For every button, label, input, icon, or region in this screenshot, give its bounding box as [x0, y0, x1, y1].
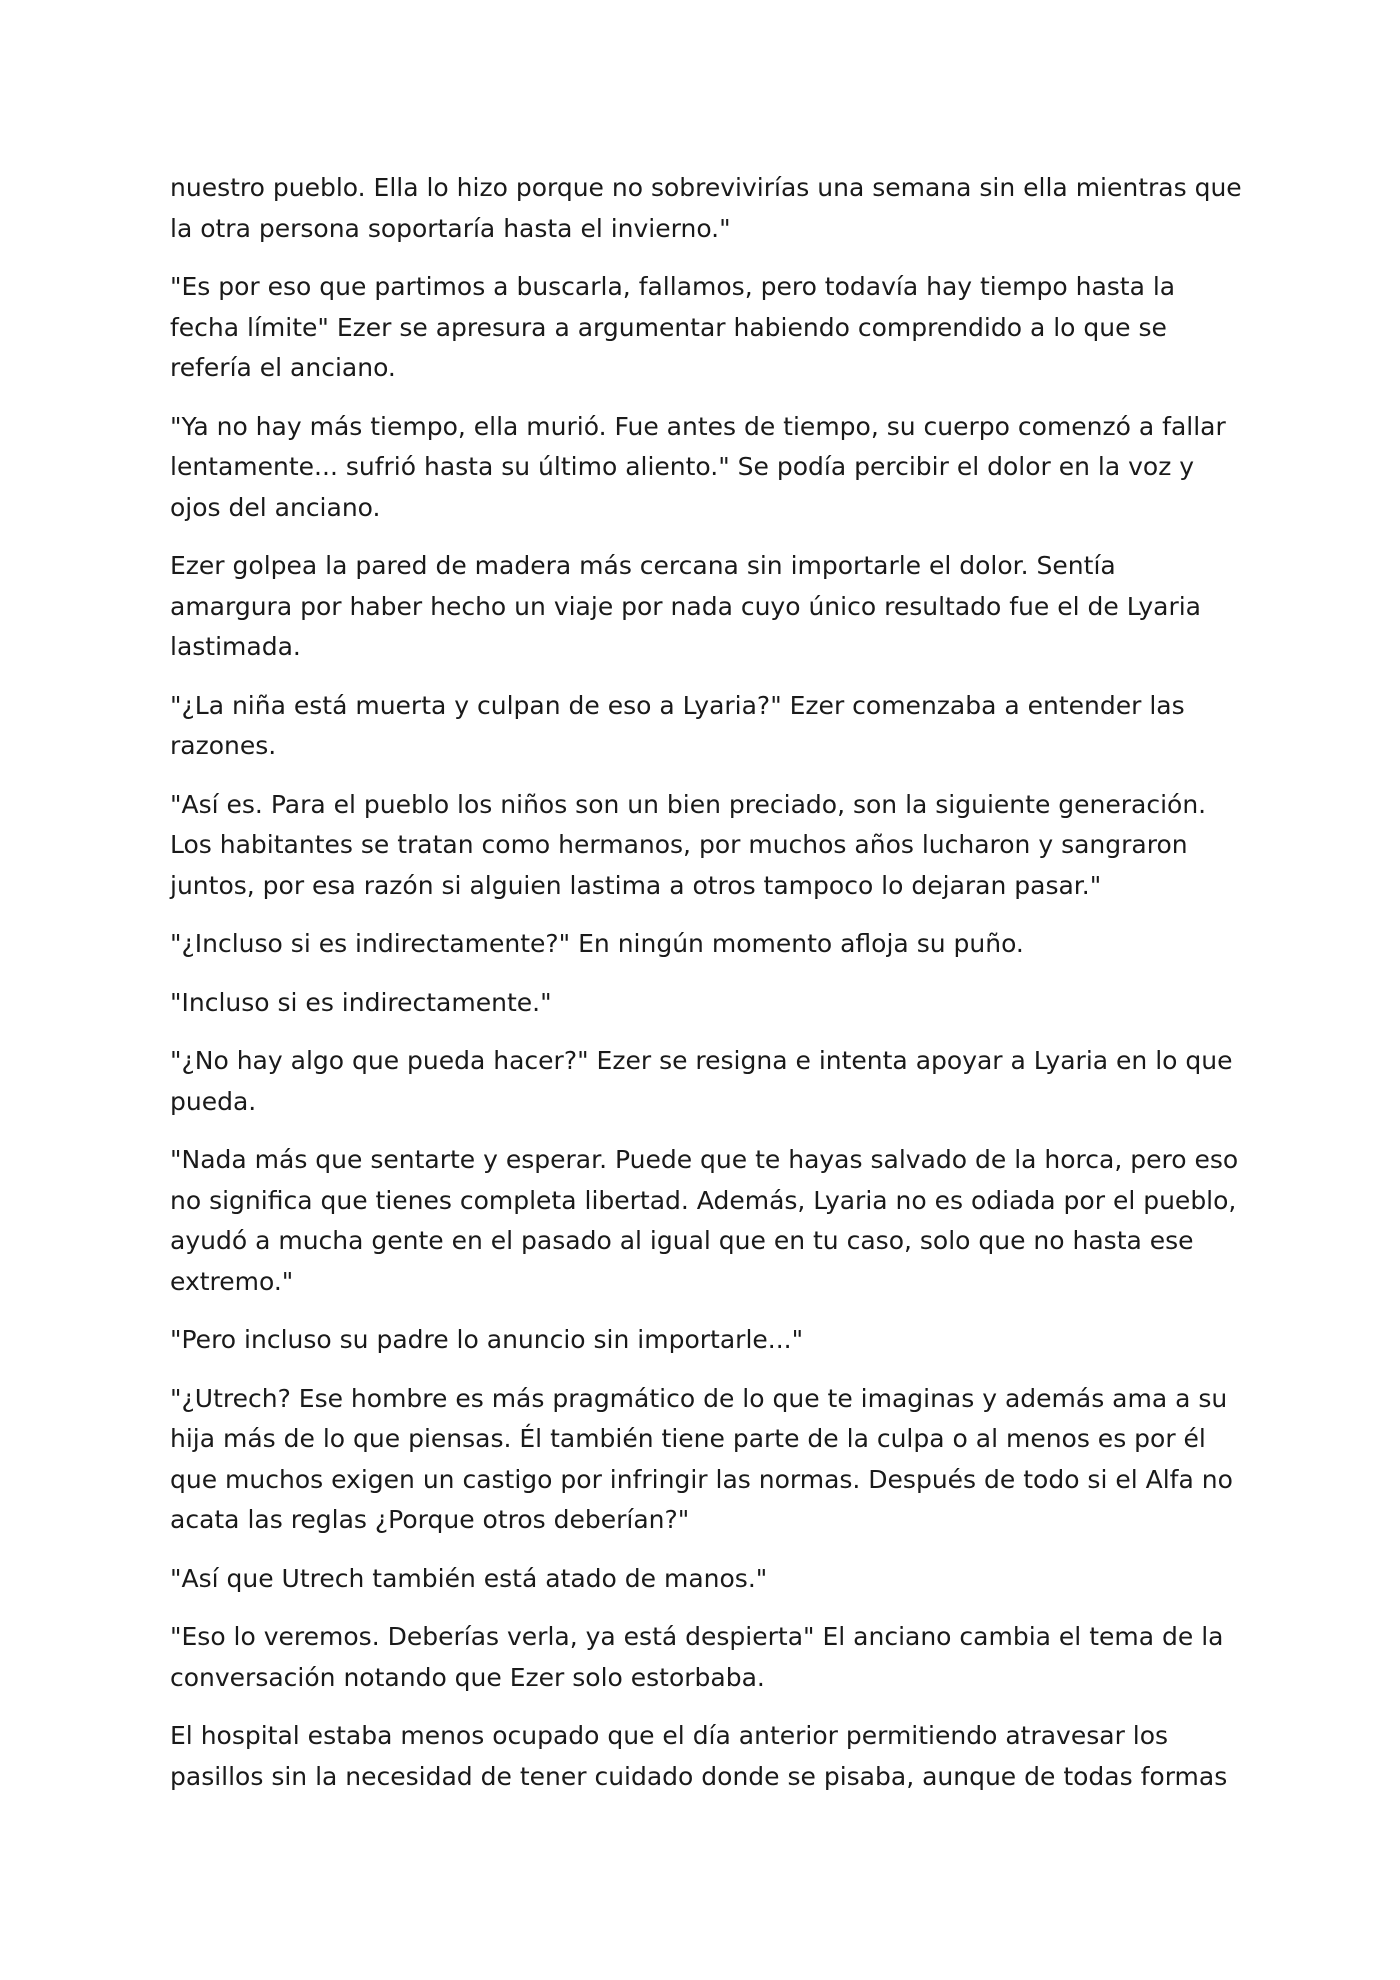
paragraph: "Nada más que sentarte y esperar. Puede que te hayas salvado de la horca, pero eso no significa que tienes completa libertad. Además, Lyaria no es odiada por el pueblo, ayudó a mucha gente en el pasado al igual que en tu caso, solo que no hasta ese extremo." — [170, 1145, 1239, 1296]
paragraph: "Incluso si es indirectamente." — [170, 987, 552, 1017]
body-text — [170, 168, 1242, 1815]
paragraph: "Es por eso que partimos a buscarla, fallamos, pero todavía hay tiempo hasta la fecha límite" Ezer se apresura a argumentar habiendo comprendido a lo que se refería el anciano. — [170, 272, 1176, 382]
paragraph: "Así que Utrech también está atado de manos." — [170, 1563, 768, 1593]
paragraph: "¿Incluso si es indirectamente?" En ningún momento afloja su puño. — [170, 929, 1024, 958]
paragraph: "Pero incluso su padre lo anuncio sin importarle..." — [170, 1325, 804, 1354]
paragraph: El hospital estaba menos ocupado que el día anterior permitiendo atravesar los pasillos sin la necesidad de tener cuidado donde se pisaba, aunque de todas formas — [170, 1721, 1228, 1791]
paragraph: "¿No hay algo que pueda hacer?" Ezer se resigna e intenta apoyar a Lyaria en lo que pueda. — [170, 1046, 1233, 1116]
paragraph: Ezer golpea la pared de madera más cercana sin importarle el dolor. Sentía amargura por haber hecho un viaje por nada cuyo único resultado fue el de Lyaria lastimada. — [170, 551, 1201, 661]
paragraph: "Ya no hay más tiempo, ella murió. Fue antes de tiempo, su cuerpo comenzó a fallar lentamente... sufrió hasta su último aliento." Se podía percibir el dolor en la voz y ojos del anciano. — [170, 411, 1226, 522]
paragraph: nuestro pueblo. Ella lo hizo porque no sobrevivirías una semana sin ella mientras que la otra persona soportaría hasta el invierno." — [170, 173, 1242, 243]
paragraph: "Así es. Para el pueblo los niños son un bien preciado, son la siguiente generación. Los habitantes se tratan como hermanos, por muchos años lucharon y sangraron juntos, por esa razón si alguien lastima a otros tampoco lo dejaran pasar." — [170, 789, 1207, 900]
paragraph: "Eso lo veremos. Deberías verla, ya está despierta" El anciano cambia el tema de la conversación notando que Ezer solo estorbaba. — [170, 1622, 1224, 1692]
paragraph: "¿Utrech? Ese hombre es más pragmático de lo que te imaginas y además ama a su hija más de lo que piensas. Él también tiene parte de la culpa o al menos es por él que muchos exigen un castigo por infringir las normas. Después de todo si el Alfa no acata las reglas ¿Porque otros deberían?" — [170, 1383, 1233, 1534]
paragraph: "¿La niña está muerta y culpan de eso a Lyaria?" Ezer comenzaba a entender las razones. — [170, 690, 1185, 760]
